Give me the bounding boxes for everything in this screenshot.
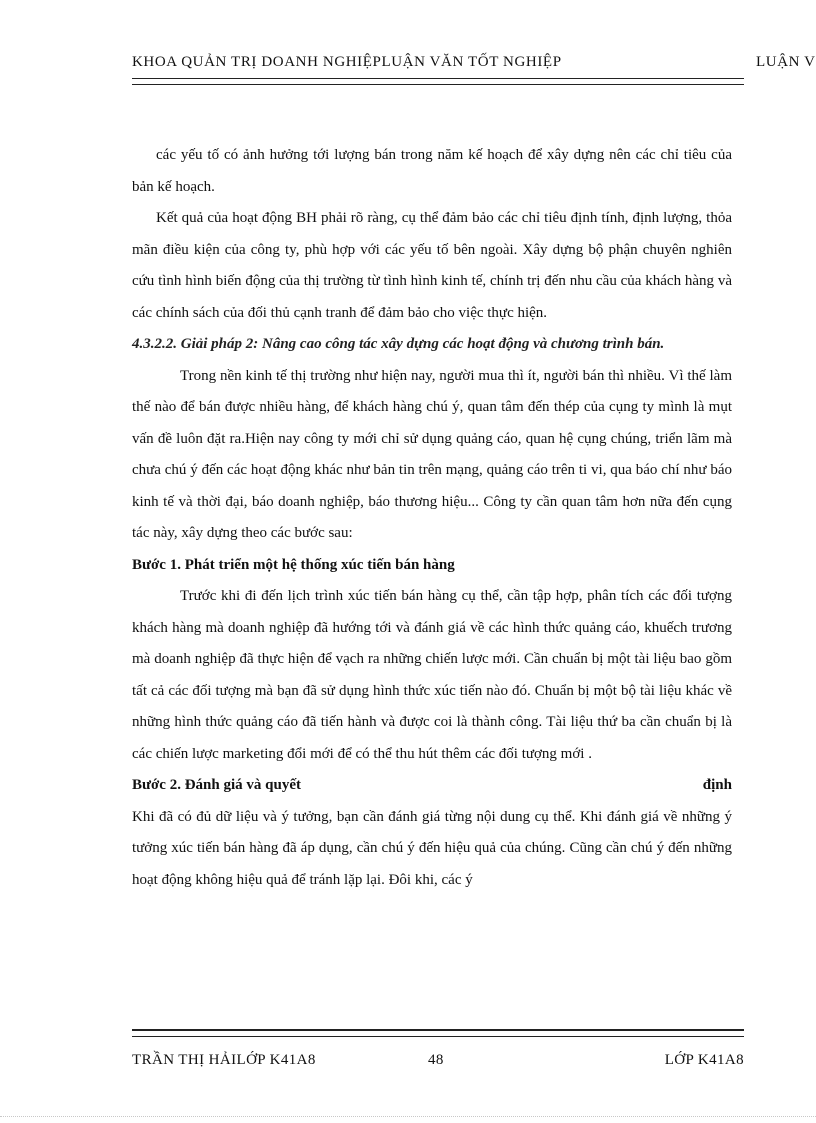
paragraph-intro: các yếu tố có ảnh hưởng tới lượng bán trong năm kế hoạch để xây dựng nên các chỉ tiêu của bản kế hoạch. (132, 147, 732, 195)
step-1-heading: Bước 1. Phát triển một hệ thống xúc tiến bán hàng (132, 556, 455, 573)
header-right-title: LUẬN V (756, 54, 816, 70)
footer-author: TRẦN THỊ HẢILỚP K41A8 (132, 1052, 316, 1068)
page-number: 48 (428, 1052, 444, 1068)
footer-class: LỚP K41A8 (664, 1052, 744, 1068)
paragraph-step-1-text: Trước khi đi đến lịch trình xúc tiến bán hàng cụ thể, cần tập hợp, phân tích các đối tượng khách hàng mà doanh nghiệp đã hướng tới và đánh giá về các hình thức quảng cáo, khuếch trương mà doanh nghiệp đã thực hiện để vạch ra những chiến lược mới. Cần chuẩn bị một tài liệu bao gồm tất cả các đối tượng mà bạn đã sử dụng hình thức xúc tiến nào đó. Chuẩn bị một bộ tài liệu khác về những hình thức quảng cáo đã tiến hành và được coi là thành công. Tài liệu thứ ba cần chuẩn bị là các chiến lược marketing đổi mới để có thể thu hút thêm các đối tượng mới (132, 588, 732, 762)
paragraph-market-context: Trong nền kinh tế thị trường như hiện nay, người mua thì ít, người bán thì nhiều. Vì thế làm thế nào để bán được nhiều hàng, để khách hàng chú ý, quan tâm đến thép của cụng ty mình là mụt vấn đề luôn đặt ra.Hiện nay công ty mới chỉ sử dụng quảng cáo, quan hệ cụng chúng, triển lãm mà chưa chú ý đến các hoạt động khác như bản tin trên mạng, quảng cáo trên ti vi, qua báo chí như báo kinh tế và thời đại, báo doanh nghiệp, báo thương hiệu... Công ty cần quan tâm hơn nữa đến cụng tác này, xây dựng theo các bước sau: (132, 367, 732, 541)
page-edge-divider (0, 1116, 816, 1117)
footer-rule (132, 1029, 744, 1037)
step-2-heading-right: định (702, 777, 732, 793)
paragraph-step-1 (132, 581, 732, 770)
step-2-heading (132, 770, 732, 802)
paragraph-step-1-tail: . (588, 745, 592, 762)
paragraph-step-2: Khi đã có đủ dữ liệu và ý tưởng, bạn cần đánh giá từng nội dung cụ thể. Khi đánh giá về những ý tưởng xúc tiến bán hàng đã áp dụng, cần chú ý đến hiệu quả của chúng. Cũng cần chú ý đến những hoạt động không hiệu quả để tránh lặp lại. Đôi khi, các ý (132, 808, 732, 888)
paragraph-results: Kết quả của hoạt động BH phải rõ ràng, cụ thể đảm bảo các chỉ tiêu định tính, định lượng, thỏa mãn điều kiện của công ty, phù hợp với các yếu tố bên ngoài. Xây dựng bộ phận chuyên nghiên cứu tình hình biến động của thị trường từ tình hình kinh tế, chính trị đến nhu cầu của khách hàng và các chính sách của đối thủ cạnh tranh để đảm bảo cho việc thực hiện. (132, 210, 732, 321)
section-heading-4-3-2-2: 4.3.2.2. Giải pháp 2: Nâng cao công tác xây dựng các hoạt động và chương trình bán. (132, 336, 665, 352)
document-body (132, 140, 732, 896)
header-title: KHOA QUẢN TRỊ DOANH NGHIỆPLUẬN VĂN TỐT NGHIỆP (132, 54, 562, 70)
header-rule (132, 78, 744, 85)
page-footer (132, 1052, 744, 1076)
step-2-heading-left: Bước 2. Đánh giá và quyết (132, 777, 301, 793)
